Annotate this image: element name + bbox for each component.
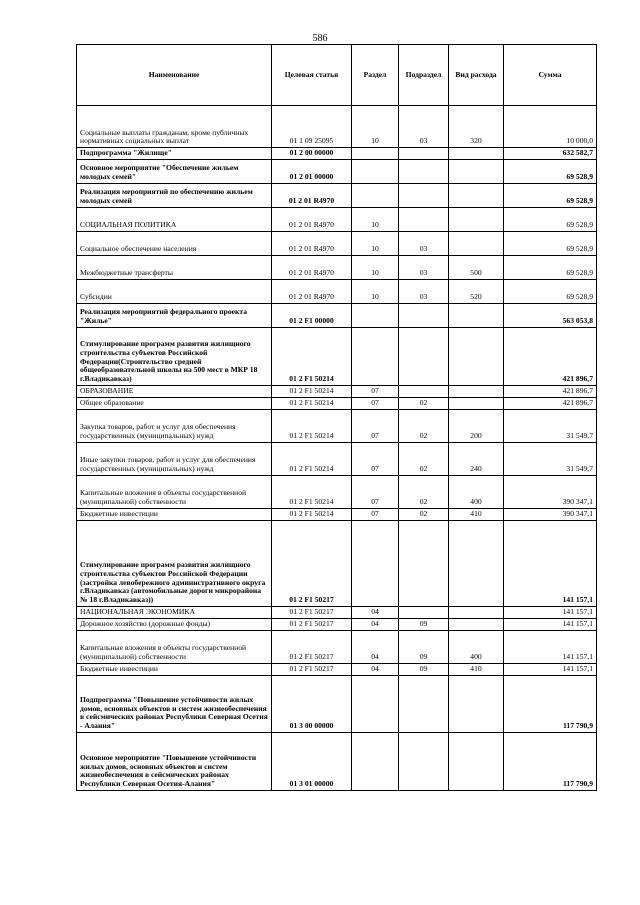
- budget-table: [76, 44, 597, 791]
- table-row: [77, 159, 597, 183]
- table-row: [77, 148, 597, 160]
- cell-name: Реализация мероприятий федерального проекта "Жилье": [77, 303, 272, 327]
- cell-section: 04: [352, 663, 399, 675]
- cell-sum: 390 347,1: [504, 475, 597, 508]
- cell-section: 10: [352, 207, 399, 231]
- cell-subsection: 09: [399, 630, 449, 663]
- cell-sum: 141 157,1: [504, 663, 597, 675]
- table-row: [77, 675, 597, 732]
- cell-subsection: [399, 520, 449, 606]
- cell-name: Межбюджетные трансферты: [77, 255, 272, 279]
- cell-target: 01 2 F1 50214: [272, 475, 352, 508]
- cell-sum: 421 896,7: [504, 385, 597, 397]
- cell-target: 01 2 F1 50214: [272, 442, 352, 475]
- cell-target: 01 2 F1 50214: [272, 327, 352, 385]
- table-header-row: [77, 45, 597, 106]
- cell-target: 01 2 01 R4970: [272, 255, 352, 279]
- table-row: [77, 255, 597, 279]
- cell-section: 07: [352, 409, 399, 442]
- table-row: [77, 231, 597, 255]
- cell-section: 07: [352, 508, 399, 520]
- cell-target: 01 2 F1 50214: [272, 397, 352, 409]
- cell-name: Капитальные вложения в объекты государственной (муниципальной) собственности: [77, 630, 272, 663]
- cell-sum: 117 790,9: [504, 732, 597, 790]
- cell-subsection: [399, 385, 449, 397]
- table-row: [77, 303, 597, 327]
- table-row: [77, 397, 597, 409]
- table-row: [77, 106, 597, 148]
- cell-sum: 69 528,9: [504, 255, 597, 279]
- cell-subsection: 02: [399, 475, 449, 508]
- cell-subsection: [399, 675, 449, 732]
- cell-name: Капитальные вложения в объекты государственной (муниципальной) собственности: [77, 475, 272, 508]
- header-subsection: Подраздел: [399, 45, 449, 106]
- cell-name: Иные закупки товаров, работ и услуг для обеспечения государственных (муниципальных) нужд: [77, 442, 272, 475]
- cell-expense: [449, 732, 504, 790]
- cell-subsection: 03: [399, 279, 449, 303]
- cell-section: [352, 183, 399, 207]
- cell-expense: 400: [449, 475, 504, 508]
- cell-subsection: [399, 606, 449, 618]
- table-row: [77, 327, 597, 385]
- cell-sum: 117 790,9: [504, 675, 597, 732]
- cell-name: Бюджетные инвестиции: [77, 663, 272, 675]
- cell-sum: 141 157,1: [504, 520, 597, 606]
- table-row: [77, 630, 597, 663]
- cell-sum: 69 528,9: [504, 159, 597, 183]
- cell-target: 01 2 F1 50217: [272, 606, 352, 618]
- cell-section: [352, 148, 399, 160]
- cell-target: 01 2 F1 50214: [272, 508, 352, 520]
- cell-subsection: 02: [399, 442, 449, 475]
- cell-section: [352, 159, 399, 183]
- table-row: [77, 442, 597, 475]
- header-expense: Вид расхода: [449, 45, 504, 106]
- cell-sum: 563 053,8: [504, 303, 597, 327]
- cell-subsection: [399, 303, 449, 327]
- cell-expense: [449, 606, 504, 618]
- cell-target: 01 2 01 R4970: [272, 279, 352, 303]
- cell-subsection: [399, 327, 449, 385]
- cell-sum: 10 000,0: [504, 106, 597, 148]
- cell-target: 01 2 F1 50217: [272, 630, 352, 663]
- cell-expense: [449, 231, 504, 255]
- cell-section: [352, 303, 399, 327]
- cell-section: 10: [352, 231, 399, 255]
- cell-section: 07: [352, 385, 399, 397]
- cell-sum: 141 157,1: [504, 606, 597, 618]
- cell-name: Стимулирование программ развития жилищного строительства субъектов Российской Федерации (застройка левобережного административного округа г.Владикавказ (автомобильные дороги микрорайона № 18 г.Владикавказ)): [77, 520, 272, 606]
- page-number: 586: [312, 33, 328, 44]
- cell-name: Дорожное хозяйство (дорожные фонды): [77, 618, 272, 630]
- cell-sum: 31 549,7: [504, 409, 597, 442]
- cell-subsection: 09: [399, 663, 449, 675]
- table-row: [77, 475, 597, 508]
- cell-target: 01 2 01 R4970: [272, 231, 352, 255]
- cell-subsection: [399, 183, 449, 207]
- cell-name: Социальные выплаты гражданам, кроме публичных нормативных социальных выплат: [77, 106, 272, 148]
- cell-name: Бюджетные инвестиции: [77, 508, 272, 520]
- cell-subsection: [399, 148, 449, 160]
- cell-expense: [449, 148, 504, 160]
- cell-subsection: 02: [399, 508, 449, 520]
- table-row: [77, 508, 597, 520]
- cell-sum: 69 528,9: [504, 231, 597, 255]
- cell-target: 01 2 00 00000: [272, 148, 352, 160]
- cell-target: 01 2 F1 50217: [272, 618, 352, 630]
- cell-subsection: 03: [399, 231, 449, 255]
- cell-sum: 632 582,7: [504, 148, 597, 160]
- cell-sum: 141 157,1: [504, 630, 597, 663]
- cell-subsection: [399, 207, 449, 231]
- cell-expense: [449, 327, 504, 385]
- cell-expense: 410: [449, 508, 504, 520]
- table-row: [77, 207, 597, 231]
- cell-name: Закупка товаров, работ и услуг для обеспечения государственных (муниципальных) нужд: [77, 409, 272, 442]
- cell-expense: [449, 618, 504, 630]
- cell-expense: [449, 207, 504, 231]
- table-row: [77, 279, 597, 303]
- cell-expense: [449, 303, 504, 327]
- cell-section: 04: [352, 606, 399, 618]
- cell-expense: [449, 385, 504, 397]
- cell-target: 01 2 F1 50217: [272, 663, 352, 675]
- cell-section: 04: [352, 618, 399, 630]
- cell-name: Реализация мероприятий по обеспечению жильем молодых семей: [77, 183, 272, 207]
- cell-sum: 69 528,9: [504, 279, 597, 303]
- cell-section: 07: [352, 442, 399, 475]
- cell-section: 07: [352, 397, 399, 409]
- table-row: [77, 606, 597, 618]
- cell-section: 10: [352, 255, 399, 279]
- cell-name: Подпрограмма "Жилище": [77, 148, 272, 160]
- cell-section: 07: [352, 475, 399, 508]
- cell-section: 10: [352, 279, 399, 303]
- header-target: Целевая статья: [272, 45, 352, 106]
- table-body: [77, 106, 597, 791]
- cell-sum: 69 528,9: [504, 183, 597, 207]
- table-row: [77, 732, 597, 790]
- cell-target: 01 2 01 R4970: [272, 207, 352, 231]
- cell-name: Субсидии: [77, 279, 272, 303]
- cell-expense: [449, 183, 504, 207]
- cell-sum: 390 347,1: [504, 508, 597, 520]
- cell-target: 01 3 01 00000: [272, 732, 352, 790]
- table-row: [77, 183, 597, 207]
- cell-name: ОБРАЗОВАНИЕ: [77, 385, 272, 397]
- table-row: [77, 409, 597, 442]
- cell-subsection: 03: [399, 106, 449, 148]
- cell-target: 01 2 F1 00000: [272, 303, 352, 327]
- cell-name: СОЦИАЛЬНАЯ ПОЛИТИКА: [77, 207, 272, 231]
- cell-sum: 31 549,7: [504, 442, 597, 475]
- cell-sum: 69 528,9: [504, 207, 597, 231]
- cell-subsection: 02: [399, 409, 449, 442]
- cell-section: [352, 327, 399, 385]
- cell-target: 01 2 F1 50214: [272, 409, 352, 442]
- cell-expense: 320: [449, 106, 504, 148]
- cell-expense: 400: [449, 630, 504, 663]
- header-section: Раздел: [352, 45, 399, 106]
- table-row: [77, 663, 597, 675]
- header-sum: Сумма: [504, 45, 597, 106]
- cell-sum: 421 896,7: [504, 327, 597, 385]
- cell-target: 01 2 F1 50214: [272, 385, 352, 397]
- cell-section: 04: [352, 630, 399, 663]
- cell-target: 01 2 01 R4970: [272, 183, 352, 207]
- cell-expense: [449, 675, 504, 732]
- cell-target: 01 1 09 25095: [272, 106, 352, 148]
- cell-name: Основное мероприятие "Повышение устойчивости жилых домов, основных объектов и систем жизнеобеспечения в сейсмических районах Республики Северная Осетия-Алания": [77, 732, 272, 790]
- cell-expense: 500: [449, 255, 504, 279]
- cell-target: 01 3 00 00000: [272, 675, 352, 732]
- cell-sum: 421 896,7: [504, 397, 597, 409]
- cell-expense: 410: [449, 663, 504, 675]
- cell-expense: [449, 159, 504, 183]
- cell-name: Основное мероприятие "Обеспечение жильем молодых семей": [77, 159, 272, 183]
- cell-expense: [449, 520, 504, 606]
- cell-expense: 520: [449, 279, 504, 303]
- cell-expense: 200: [449, 409, 504, 442]
- cell-section: 10: [352, 106, 399, 148]
- cell-section: [352, 732, 399, 790]
- cell-target: 01 2 F1 50217: [272, 520, 352, 606]
- table-row: [77, 618, 597, 630]
- cell-subsection: 09: [399, 618, 449, 630]
- cell-expense: [449, 397, 504, 409]
- cell-name: Социальное обеспечение населения: [77, 231, 272, 255]
- cell-subsection: 02: [399, 397, 449, 409]
- table-row: [77, 520, 597, 606]
- cell-name: Стимулирование программ развития жилищного строительства субъектов Российской Федерации(Строительство средней общеобразовательной школы на 500 мест в МКР 18 г.Владикавказ): [77, 327, 272, 385]
- table-row: [77, 385, 597, 397]
- cell-expense: 240: [449, 442, 504, 475]
- cell-target: 01 2 01 00000: [272, 159, 352, 183]
- cell-subsection: 03: [399, 255, 449, 279]
- cell-section: [352, 675, 399, 732]
- cell-subsection: [399, 159, 449, 183]
- cell-section: [352, 520, 399, 606]
- cell-sum: 141 157,1: [504, 618, 597, 630]
- header-name: Наименование: [77, 45, 272, 106]
- cell-name: Подпрограмма "Повышение устойчивости жилых домов, основных объектов и систем жизнеобеспечения в сейсмических районах Республики Северная Осетия - Алания": [77, 675, 272, 732]
- cell-name: НАЦИОНАЛЬНАЯ ЭКОНОМИКА: [77, 606, 272, 618]
- cell-subsection: [399, 732, 449, 790]
- cell-name: Общее образование: [77, 397, 272, 409]
